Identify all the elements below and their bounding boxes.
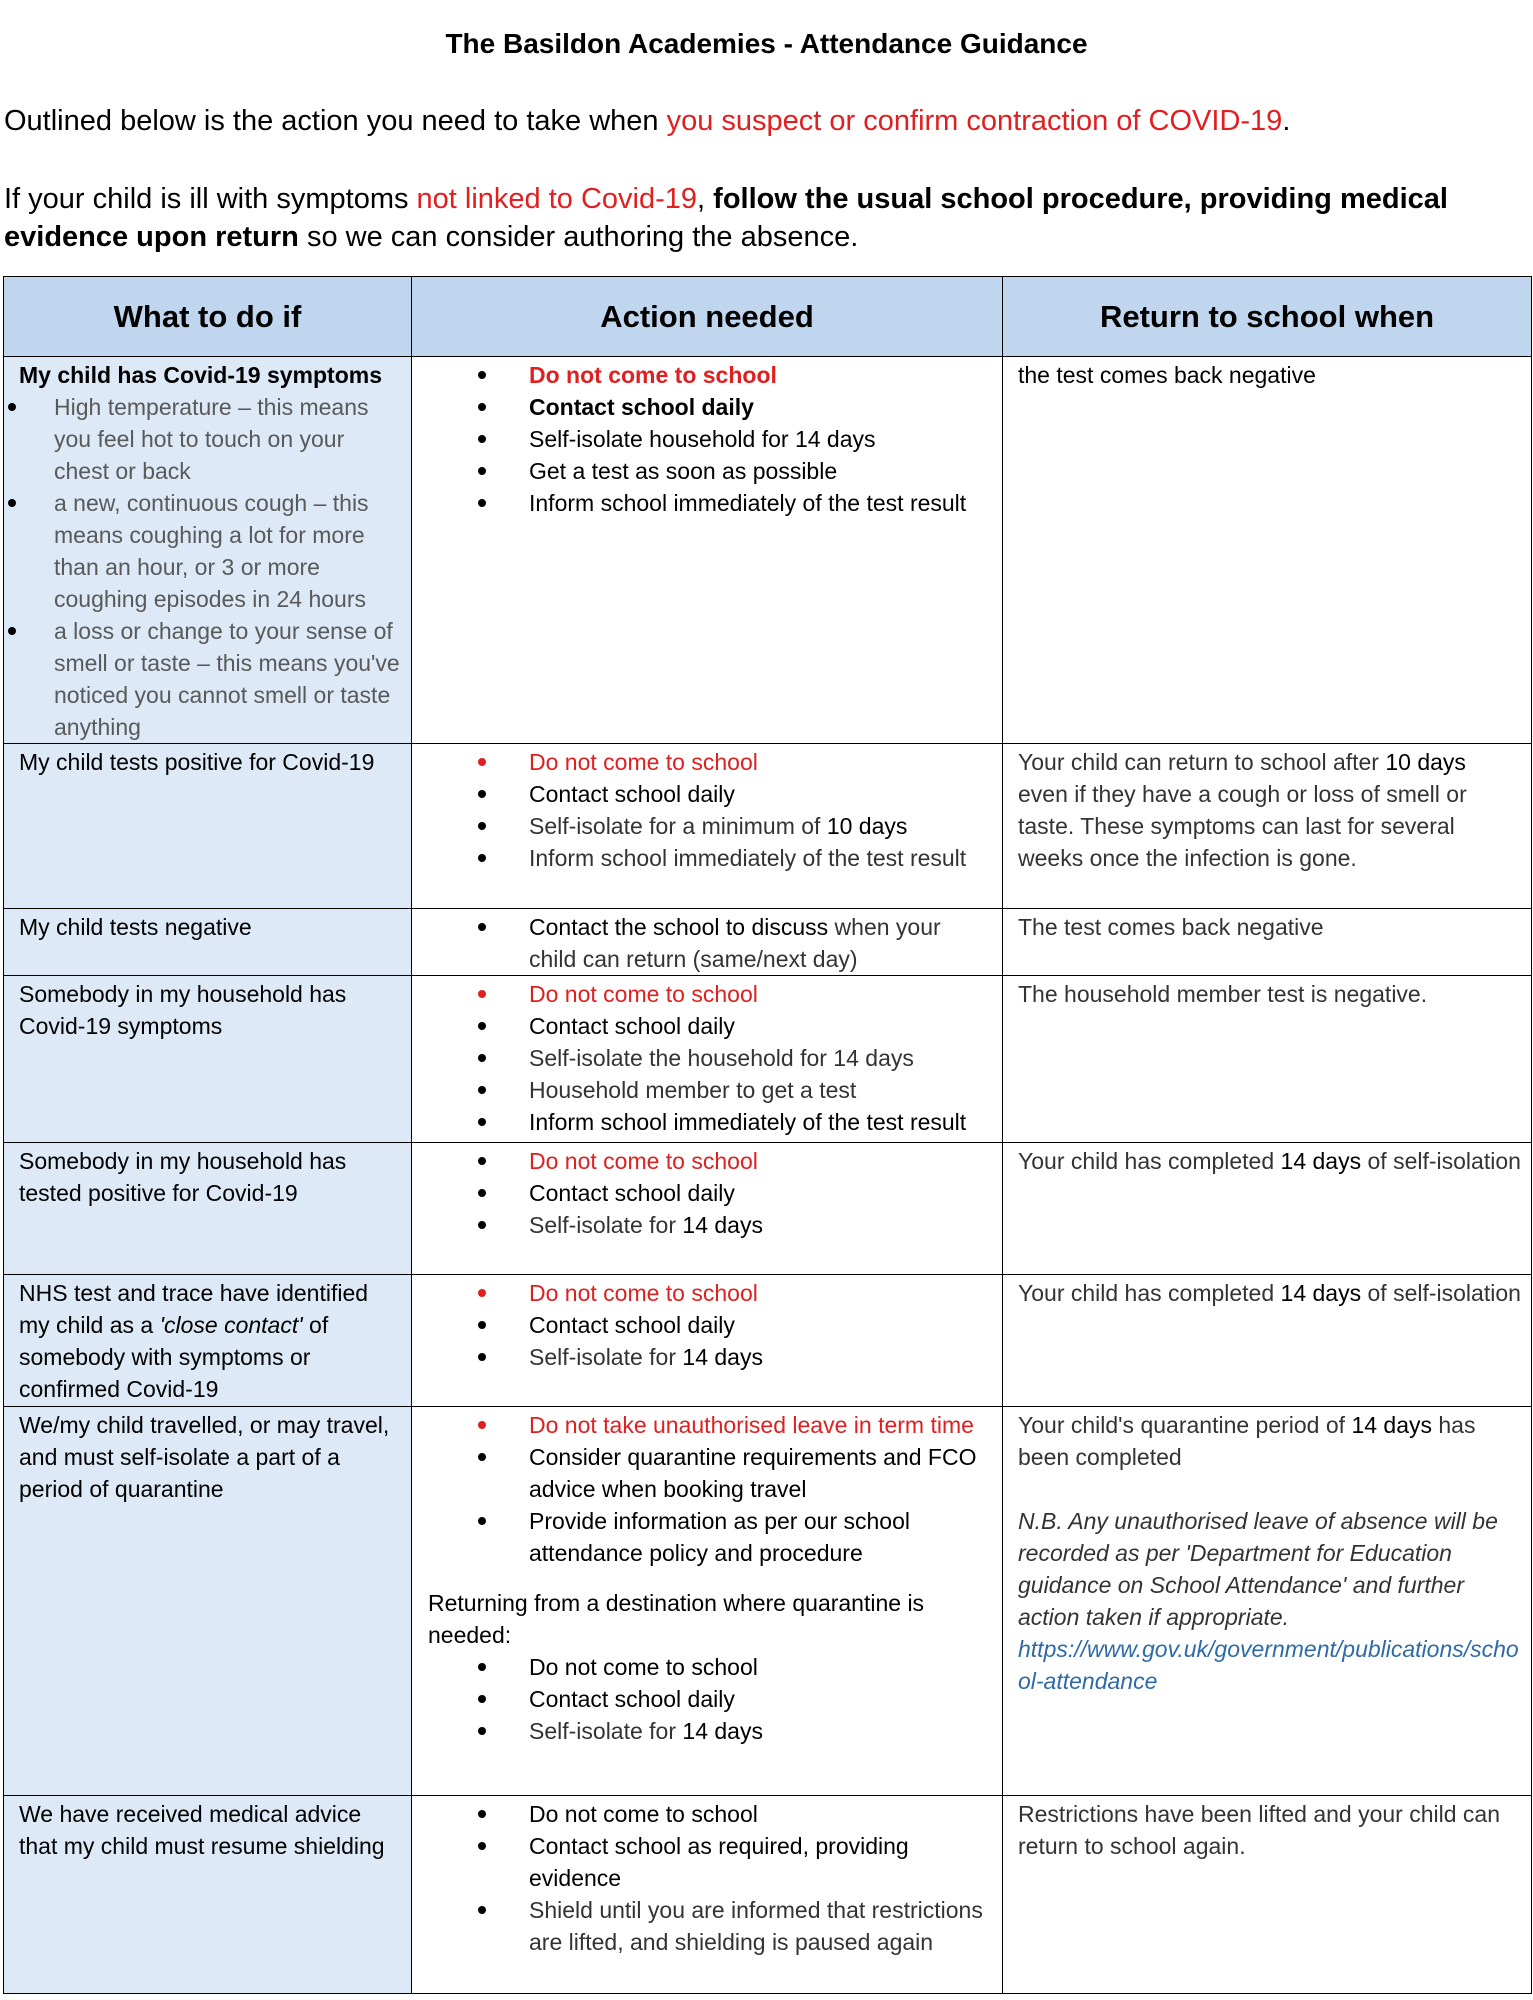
table-row xyxy=(4,744,1532,909)
table-row xyxy=(4,976,1532,1143)
illness-comma: , xyxy=(697,183,714,215)
action-text: Self-isolate for xyxy=(529,1344,683,1370)
action-item: Contact school daily xyxy=(529,1683,994,1715)
nb-note: N.B. Any unauthorised leave of absence will be recorded as per 'Department for Education guidance on School Attendance' and further action taken if appropriate. xyxy=(1018,1508,1498,1630)
action-emphasis: 14 days xyxy=(682,1212,763,1238)
return-text-end: of self-isolation xyxy=(1361,1148,1521,1174)
return-text: Your child can return to school after xyxy=(1018,749,1386,775)
action-item: Self-isolate the household for 14 days xyxy=(529,1042,994,1074)
action-cell xyxy=(412,1796,1003,1994)
action-item: Inform school immediately of the test result xyxy=(529,842,994,874)
illness-paragraph xyxy=(4,180,1504,256)
return-text-end: has been completed xyxy=(1018,1412,1476,1470)
return-cell xyxy=(1003,1143,1532,1275)
situation-cell: We have received medical advice that my child must resume shielding xyxy=(4,1796,412,1994)
return-text: Your child's quarantine period of xyxy=(1018,1412,1352,1438)
action-text: Self-isolate for xyxy=(529,1212,683,1238)
illness-text: If your child is ill with symptoms xyxy=(4,183,417,215)
intro-text: Outlined below is the action you need to take when xyxy=(4,105,667,137)
action-item xyxy=(529,810,994,842)
action-item: Get a test as soon as possible xyxy=(529,455,994,487)
illness-end: so we can consider authoring the absence. xyxy=(298,221,859,253)
action-item: Do not come to school xyxy=(529,359,994,391)
return-text-end: even if they have a cough or loss of smell or taste. These symptoms can last for several weeks once the infection is gone. xyxy=(1018,781,1467,871)
return-text: Your child has completed xyxy=(1018,1148,1281,1174)
return-text: Your child has completed xyxy=(1018,1280,1281,1306)
action-text: when your child can return (same/next day) xyxy=(529,914,941,972)
situation-cell: Somebody in my household has tested positive for Covid-19 xyxy=(4,1143,412,1275)
situation-text: NHS test and trace have identified my child as a xyxy=(19,1280,369,1338)
return-cell xyxy=(1003,1407,1532,1796)
return-emphasis: 10 days xyxy=(1385,749,1466,775)
situation-cell: My child tests positive for Covid-19 xyxy=(4,744,412,909)
return-emphasis: 14 days xyxy=(1351,1412,1432,1438)
action-item: Household member to get a test xyxy=(529,1074,994,1106)
action-cell xyxy=(412,976,1003,1143)
header-return-when: Return to school when xyxy=(1003,277,1532,357)
attendance-link[interactable]: https://www.gov.uk/government/publications/school-attendance xyxy=(1018,1636,1519,1694)
illness-bold-text: follow the usual school procedure, providing medical evidence upon return xyxy=(4,183,1448,253)
action-emphasis: 14 days xyxy=(682,1718,763,1744)
action-text: Self-isolate for a minimum of xyxy=(529,813,827,839)
action-list xyxy=(424,978,994,1138)
return-cell: Restrictions have been lifted and your child can return to school again. xyxy=(1003,1796,1532,1994)
action-list xyxy=(424,746,994,874)
action-item: Contact school daily xyxy=(529,391,994,423)
situation-emphasis: 'close contact' xyxy=(159,1312,303,1338)
action-list xyxy=(424,359,994,519)
action-item: Do not come to school xyxy=(529,746,994,778)
action-item: Provide information as per our school attendance policy and procedure xyxy=(529,1505,994,1569)
action-item xyxy=(529,911,994,975)
action-emphasis: 10 days xyxy=(826,813,908,839)
action-cell xyxy=(412,1275,1003,1407)
action-item: Do not take unauthorised leave in term time xyxy=(529,1409,994,1441)
action-item: Consider quarantine requirements and FCO advice when booking travel xyxy=(529,1441,994,1505)
return-cell xyxy=(1003,1275,1532,1407)
symptom-item: a loss or change to your sense of smell or taste – this means you've noticed you cannot smell or taste anything xyxy=(54,615,403,743)
action-item xyxy=(529,1209,994,1241)
action-item: Do not come to school xyxy=(529,978,994,1010)
situation-cell: My child tests negative xyxy=(4,909,412,976)
action-item: Do not come to school xyxy=(529,1145,994,1177)
guidance-table xyxy=(3,276,1532,1994)
action-item: Inform school immediately of the test result xyxy=(529,1106,994,1138)
return-cell: the test comes back negative xyxy=(1003,357,1532,744)
return-emphasis: 14 days xyxy=(1280,1148,1362,1174)
action-cell xyxy=(412,744,1003,909)
symptom-item: a new, continuous cough – this means coughing a lot for more than an hour, or 3 or more coughing episodes in 24 hours xyxy=(54,487,403,615)
table-row xyxy=(4,909,1532,976)
action-cell xyxy=(412,1407,1003,1796)
symptom-item: High temperature – this means you feel hot to touch on your chest or back xyxy=(54,391,403,487)
action-item xyxy=(529,1341,994,1373)
table-header-row xyxy=(4,277,1532,357)
action-item: Contact school daily xyxy=(529,778,994,810)
action-item: Contact school daily xyxy=(529,1309,994,1341)
action-item: Do not come to school xyxy=(529,1277,994,1309)
header-action-needed: Action needed xyxy=(412,277,1003,357)
action-list xyxy=(424,1409,994,1569)
table-row xyxy=(4,1275,1532,1407)
action-text: Self-isolate for xyxy=(529,1718,683,1744)
action-list xyxy=(424,1798,994,1958)
situation-cell xyxy=(4,357,412,744)
action-list xyxy=(424,1277,994,1373)
action-list-returning xyxy=(424,1651,994,1747)
action-item: Do not come to school xyxy=(529,1798,994,1830)
situation-cell xyxy=(4,1275,412,1407)
situation-cell: We/my child travelled, or may travel, and must self-isolate a part of a period of quarantine xyxy=(4,1407,412,1796)
action-cell xyxy=(412,1143,1003,1275)
action-emphasis: 14 days xyxy=(682,1344,763,1370)
return-text-end: of self-isolation xyxy=(1361,1280,1521,1306)
intro-end: . xyxy=(1282,105,1291,137)
intro-paragraph xyxy=(4,102,1504,140)
table-row xyxy=(4,357,1532,744)
action-cell xyxy=(412,909,1003,976)
return-emphasis: 14 days xyxy=(1280,1280,1362,1306)
symptom-list xyxy=(6,391,403,743)
table-row xyxy=(4,1143,1532,1275)
action-list xyxy=(424,1145,994,1241)
page-title: The Basildon Academies - Attendance Guidance xyxy=(445,28,1088,59)
action-item: Contact school as required, providing evidence xyxy=(529,1830,994,1894)
action-cell xyxy=(412,357,1003,744)
action-item: Self-isolate household for 14 days xyxy=(529,423,994,455)
return-cell xyxy=(1003,744,1532,909)
header-what-to-do: What to do if xyxy=(4,277,412,357)
action-item: Do not come to school xyxy=(529,1651,994,1683)
action-item xyxy=(529,1715,994,1747)
action-emphasis: Contact the school to discuss xyxy=(529,914,829,940)
intro-highlight: you suspect or confirm contraction of COVID-19 xyxy=(666,105,1283,137)
return-cell: The test comes back negative xyxy=(1003,909,1532,976)
situation-text-end: of somebody with symptoms or confirmed Covid-19 xyxy=(19,1312,329,1402)
action-item: Inform school immediately of the test result xyxy=(529,487,994,519)
action-item: Shield until you are informed that restrictions are lifted, and shielding is paused again xyxy=(529,1894,994,1958)
action-list xyxy=(424,911,994,975)
return-cell: The household member test is negative. xyxy=(1003,976,1532,1143)
situation-text: My child has Covid-19 symptoms xyxy=(19,362,382,388)
returning-label: Returning from a destination where quarantine is needed: xyxy=(428,1590,925,1648)
situation-cell: Somebody in my household has Covid-19 symptoms xyxy=(4,976,412,1143)
table-row xyxy=(4,1796,1532,1994)
action-item: Contact school daily xyxy=(529,1010,994,1042)
table-row xyxy=(4,1407,1532,1796)
return-statement xyxy=(1018,1409,1521,1473)
action-item: Contact school daily xyxy=(529,1177,994,1209)
illness-highlight: not linked to Covid-19 xyxy=(416,183,698,215)
